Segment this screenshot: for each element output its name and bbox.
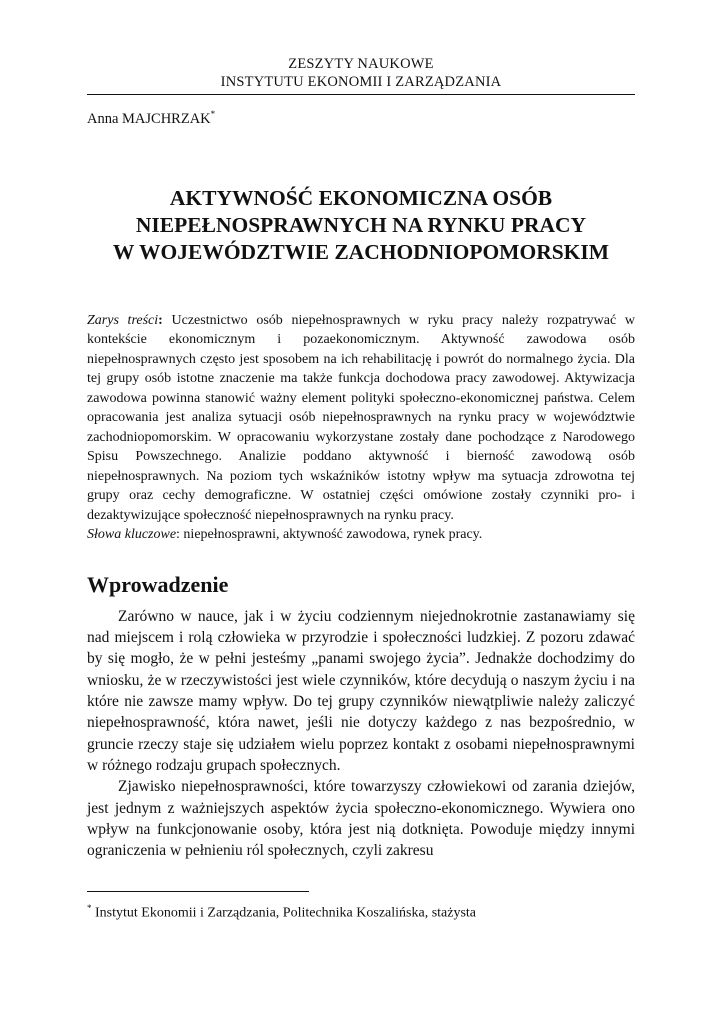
body-paragraph: Zjawisko niepełnosprawności, które towarzyszy człowiekowi od zarania dziejów, jest jednym z ważniejszych aspektów życia społeczno-ekonomicznego. Wywiera ono wpływ na funkcjonowanie osoby, która jest nią dotknięta. Powoduje między innymi ograniczenia w pełnieniu ról społecznych, czyli zakresu — [87, 778, 635, 860]
author-footnote-mark: * — [210, 109, 216, 119]
abstract — [87, 311, 635, 526]
article-title — [87, 185, 635, 266]
footnote — [87, 899, 635, 923]
author-name: Anna MAJCHRZAK — [87, 110, 211, 127]
title-line2: NIEPEŁNOSPRAWNYCH NA RYNKU PRACY — [135, 212, 587, 237]
journal-name-line1: ZESZYTY NAUKOWE — [288, 56, 434, 72]
title-line3: W WOJEWÓDZTWIE ZACHODNIOPOMORSKIM — [112, 239, 610, 264]
keywords-text: : niepełnosprawni, aktywność zawodowa, rynek pracy. — [176, 527, 483, 543]
body-paragraph: Zarówno w nauce, jak i w życiu codziennym niejednokrotnie zastanawiamy się nad miejscem i rolą człowieka w przyrodzie i społeczności ludzkiej. Z pozoru zdawać by się mogło, że w pełni jesteśmy „panami swojego życia”. Jednakże dochodzimy do wniosku, że w rzeczywistości jest wiele czynników, które decydują o naszym życiu i na które nie zawsze mamy wpływ. Do tej grupy czynników niewątpliwie należy zaliczyć niepełnosprawność, która nawet, jeśli nie dotyczy każdego z nas bezpośrednio, w gruncie rzeczy staje się udziałem wielu poprzez kontakt z osobami niepełnosprawnymi w różnego rodzaju grupach społecznych. — [87, 607, 635, 774]
header-rule — [87, 94, 635, 95]
section-body — [87, 606, 635, 862]
page — [87, 0, 635, 861]
journal-header — [87, 0, 635, 91]
footnote-text: Instytut Ekonomii i Zarządzania, Politechnika Koszalińska, stażysta — [91, 905, 477, 921]
section-heading: Wprowadzenie — [87, 571, 229, 597]
title-line1: AKTYWNOŚĆ EKONOMICZNA OSÓB — [169, 185, 553, 210]
abstract-text: Uczestnictwo osób niepełnosprawnych w ryku pracy należy rozpatrywać w kontekście ekonomicznym i pozaekonomicznym. Aktywność zawodowa osób niepełnosprawnych często jest sposobem na ich rehabilitację i powrót do normalnego życia. Dla tej grupy osób istotne znaczenie ma także funkcja dochodowa pracy zawodowej. Aktywizacja zawodowa powinna stanowić ważny element polityki społeczno-ekonomicznej państwa. Celem opracowania jest analiza sytuacji osób niepełnosprawnych na rynku pracy w województwie zachodniopomorskim. W opracowaniu wykorzystane zostały dane pochodzące z Narodowego Spisu Powszechnego. Analizie poddano aktywność i bierność zawodową osób niepełnosprawnych. Na poziom tych wskaźników istotny wpływ ma sytuacja zdrowotna tej grupy oraz cechy demograficzne. W ostatniej części omówione zostały czynniki pro- i dezaktywizujące społeczność niepełnosprawnych na rynku pracy. — [87, 312, 635, 523]
keywords — [87, 525, 635, 545]
journal-name-line2: INSTYTUTU EKONOMII I ZARZĄDZANIA — [220, 74, 502, 90]
author-line — [87, 105, 635, 128]
abstract-label-colon: : — [158, 312, 163, 328]
footnote-rule — [87, 891, 309, 892]
abstract-label: Zarys treści — [87, 312, 159, 328]
keywords-label: Słowa kluczowe — [87, 527, 177, 543]
footnote-mark: * — [87, 903, 92, 913]
